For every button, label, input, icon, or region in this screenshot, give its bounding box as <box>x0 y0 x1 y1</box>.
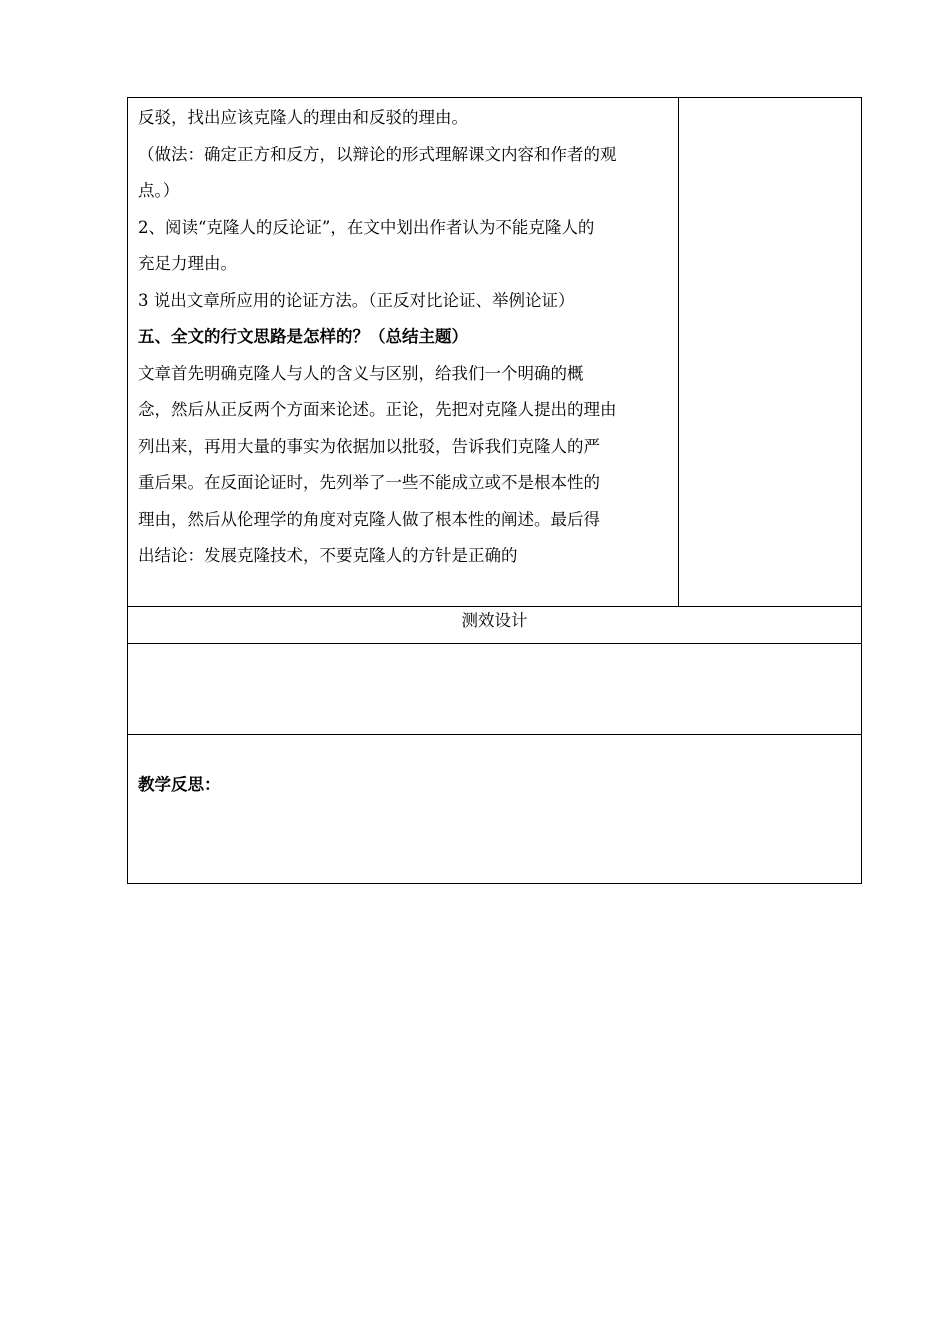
content-line: 列出来，再用大量的事实为依据加以批驳，告诉我们克隆人的严 <box>138 436 600 456</box>
content-line: 充足力理由。 <box>138 254 237 273</box>
assessment-title-row <box>128 607 862 644</box>
section-heading: 五、全文的行文思路是怎样的？（总结主题） <box>138 327 468 346</box>
content-row <box>128 98 862 607</box>
content-line: 2、阅读“克隆人的反论证”，在文中划出作者认为不能克隆人的 <box>138 217 595 237</box>
lesson-plan-table <box>127 97 862 884</box>
reflection-row <box>128 735 862 884</box>
content-line: 重后果。在反面论证时，先列举了一些不能成立或不是根本性的 <box>138 473 600 492</box>
assessment-body-row <box>128 644 862 735</box>
content-line: 出结论：发展克隆技术，不要克隆人的方针是正确的 <box>138 546 518 565</box>
assessment-title: 测效设计 <box>128 607 862 644</box>
assessment-body-cell <box>128 644 862 735</box>
content-text <box>128 98 678 575</box>
content-line: 文章首先明确克隆人与人的含义与区别，给我们一个明确的概 <box>138 363 584 383</box>
content-line: 点。） <box>138 181 180 200</box>
content-line: 反驳，找出应该克隆人的理由和反驳的理由。 <box>138 108 468 127</box>
content-line: 念，然后从正反两个方面来论述。正论，先把对克隆人提出的理由 <box>138 400 617 419</box>
reflection-label: 教学反思： <box>138 775 221 794</box>
reflection-cell <box>128 735 862 884</box>
content-line: （做法：确定正方和反方，以辩论的形式理解课文内容和作者的观 <box>138 144 617 164</box>
content-line: 理由，然后从伦理学的角度对克隆人做了根本性的阐述。最后得 <box>138 509 600 529</box>
content-line: 3 说出文章所应用的论证方法。（正反对比论证、举例论证） <box>138 290 575 310</box>
side-notes-cell <box>678 98 861 607</box>
content-cell <box>128 98 679 607</box>
